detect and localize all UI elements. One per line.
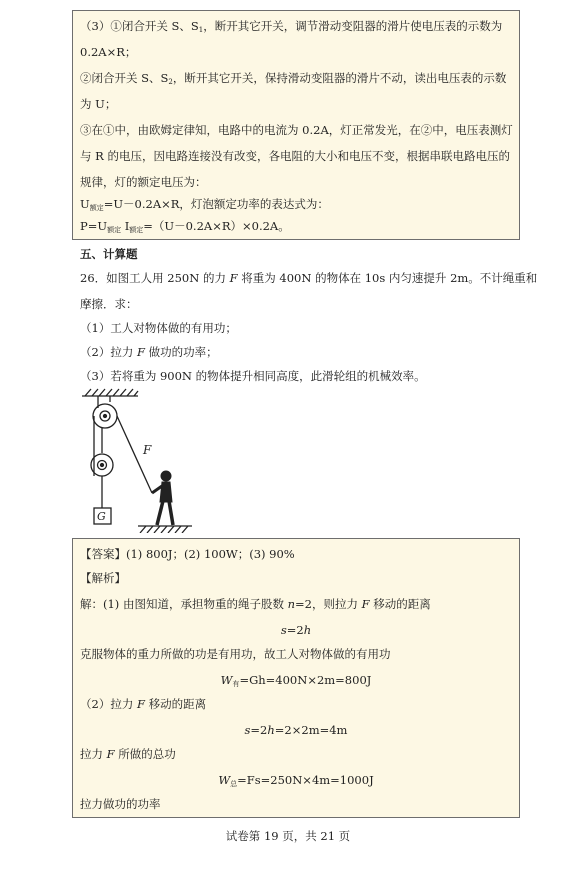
equation-1: s=2h [280,623,312,637]
box1-line-8: $U_{额定}=U-0.2A\times R$，灯泡额定功率的表达式为： [80,197,329,212]
box1-line-2: 0.2A×R； [80,45,137,59]
equation-2: $W_有=Gh=400N\times 2m=800J$ [220,673,372,688]
question-part-1: （1）工人对物体做的有用功； [80,321,237,335]
analysis-line-1: 解：(1) 由图知道，承担物重的绳子股数 n=2，则拉力 F 移动的距离 [80,597,431,611]
analysis-line-3: （2）拉力 F 移动的距离 [80,697,207,711]
analysis-line-5: 拉力做功的功率 [80,797,161,811]
force-label: F [143,443,152,457]
worker-head [161,471,171,481]
box1-line-3: ②闭合开关 S、$S_2$，断开其它开关，保持滑动变阻器的滑片不动，读出电压表的示数 [80,71,507,86]
box1-line-6: 与 R 的电压，因电路连接没有改变，各电阻的大小和电压不变，根据串联电路电压的 [80,149,510,163]
box1-line-1: （3）①闭合开关 S、$S_1$，断开其它开关，调节滑动变阻器的滑片使电压表的示数为 [80,19,503,34]
box1-line-7: 规律，灯的额定电压为： [80,175,207,189]
box1-line-4: 为 U； [80,97,117,111]
box1-line-9: $P=U_{额定}$ $I_{额定}=(U-0.2A\times R)\times 0.2A$。 [80,219,290,234]
question-line-1: 26．如图工人用 250N 的力 F 将重为 400N 的物体在 10s 内匀速提升 2m。不计绳重和 [80,271,538,285]
question-part-3: （3）若将重为 900N 的物体提升相同高度，此滑轮组的机械效率。 [80,369,426,383]
equation-4: $W_总=Fs=250N\times 4m=1000J$ [218,773,374,788]
pulley-diagram [80,388,210,533]
page-footer: 试卷第 19 页，共 21 页 [225,829,351,843]
question-part-2: （2）拉力 F 做功的功率； [80,345,218,359]
analysis-heading: 【解析】 [80,571,126,585]
analysis-line-2: 克服物体的重力所做的功是有用功，故工人对物体做的有用功 [80,647,391,661]
block-label: G [97,510,106,523]
equation-3: s=2h=2×2m=4m [244,723,348,737]
box1-line-5: ③在①中，由欧姆定律知，电路中的电流为 0.2A，灯正常发光，在②中，电压表测灯 [80,123,513,137]
answer-line: 【答案】(1) 800J；(2) 100W；(3) 90% [80,547,295,561]
analysis-line-4: 拉力 F 所做的总功 [80,747,176,761]
worker-figure [152,471,173,525]
section-heading: 五、计算题 [80,247,138,261]
question-line-2: 摩擦．求： [80,297,138,311]
